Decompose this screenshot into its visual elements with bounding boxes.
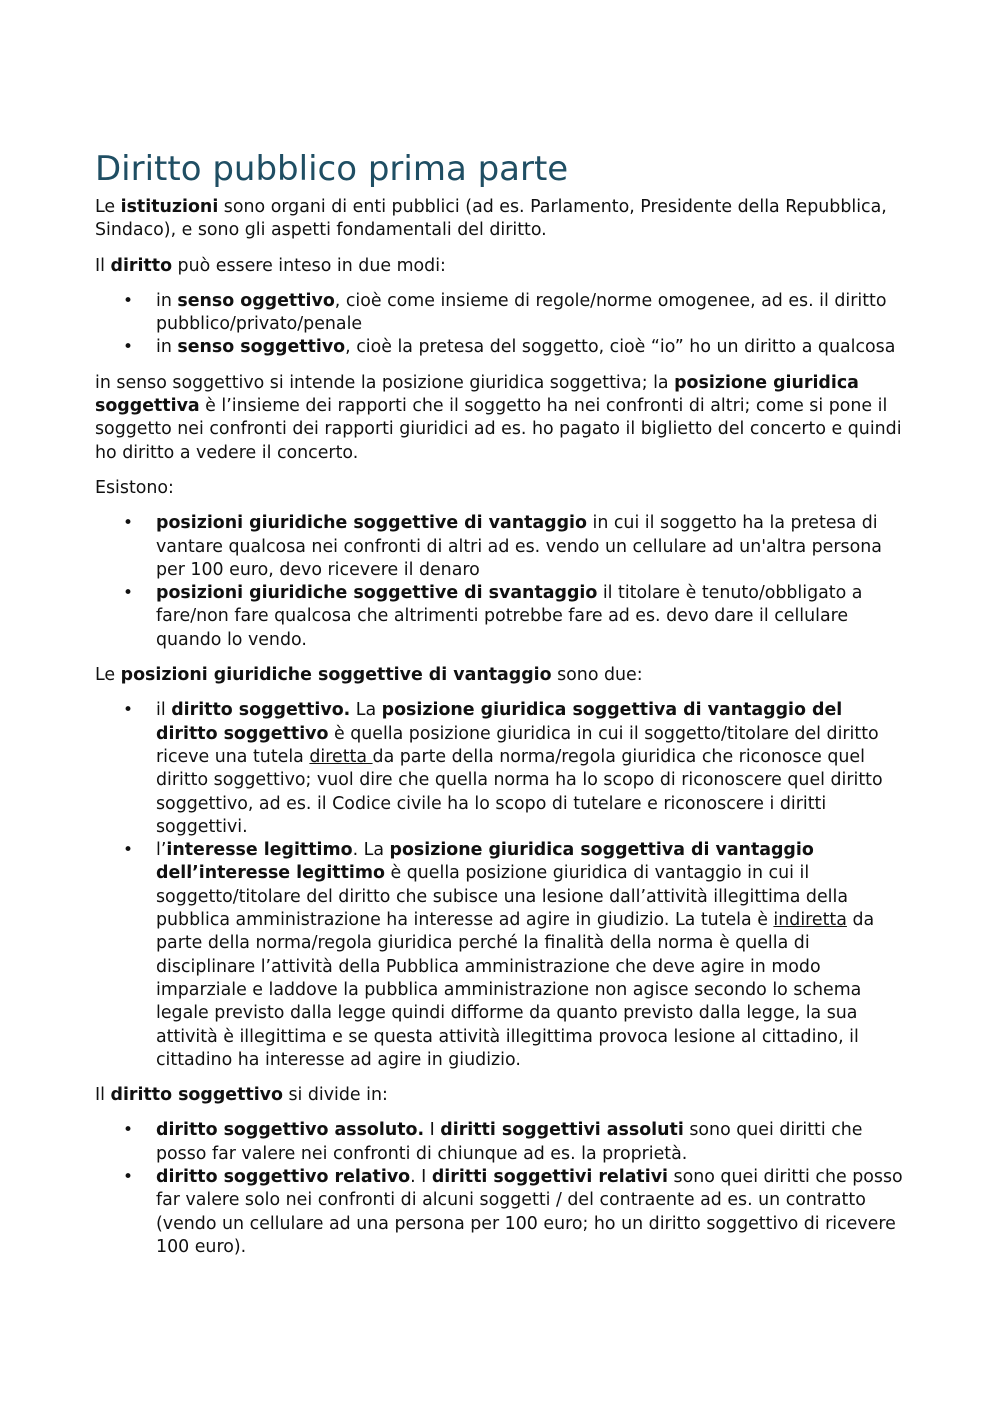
paragraph-vantaggio — [95, 664, 905, 687]
text: in — [156, 290, 178, 311]
text: , cioè come insieme di regole/norme omogenee, ad es. il diritto pubblico/privato/penale — [156, 290, 887, 335]
text: . I — [410, 1166, 432, 1187]
bold-term: senso soggettivo — [177, 337, 346, 358]
text: il titolare è tenuto/obbligato a fare/non fare qualcosa che altrimenti potrebbe fare ad es. devo dare il cellulare quando lo vendo. — [156, 583, 863, 650]
text: è quella posizione giuridica di vantaggio in cui il soggetto/titolare del diritto che subisce una lesione dall’attività illegittima della pubblica amministrazione ha interesse ad agire in giudizio. La tutela è — [156, 863, 848, 931]
text: La — [350, 700, 382, 721]
bold-term: diritto soggettivo assoluto. — [156, 1120, 425, 1141]
bold-term: senso oggettivo — [177, 290, 335, 311]
bold-term: posizioni giuridiche soggettive di vantaggio — [120, 665, 552, 686]
bold-term: diritto — [110, 255, 173, 276]
paragraph-esistono: Esistono: — [95, 477, 174, 498]
text: Il — [95, 1085, 111, 1106]
bold-term: posizione giuridica soggettiva di vantaggio dell’interesse legittimo — [156, 840, 814, 884]
bold-term: posizione giuridica soggettiva di vantaggio del diritto soggettivo — [156, 700, 843, 744]
list-item — [95, 336, 905, 359]
underlined-term: indiretta — [773, 910, 847, 931]
bold-term: posizioni giuridiche soggettive di vantaggio — [156, 513, 587, 534]
paragraph-diritto — [95, 255, 905, 278]
text: , cioè la pretesa del soggetto, cioè “io” ho un diritto a qualcosa — [345, 337, 896, 358]
list-item — [95, 1166, 905, 1259]
bold-term: diritti soggettivi assoluti — [440, 1120, 684, 1141]
list-item — [95, 290, 905, 337]
bold-term: interesse legittimo — [166, 840, 353, 861]
text: sono due: — [551, 665, 643, 686]
list-posizioni — [95, 512, 905, 652]
text: il — [156, 700, 172, 721]
list-senso — [95, 290, 905, 360]
text: . La — [352, 840, 390, 861]
bold-term: diritto soggettivo. — [171, 700, 351, 721]
bold-term: diritti soggettivi relativi — [431, 1166, 669, 1187]
paragraph-posizione-giuridica — [95, 372, 905, 465]
bold-term: posizione giuridica soggettiva — [95, 372, 859, 417]
list-item — [95, 512, 905, 582]
bold-term: diritto soggettivo — [110, 1085, 283, 1106]
list-item — [95, 699, 905, 839]
paragraph-diritto-soggettivo — [95, 1084, 905, 1107]
text: è quella posizione giuridica in cui il soggetto/titolare del diritto riceve una tutela — [156, 723, 879, 767]
text: I — [424, 1120, 441, 1141]
text: in senso soggettivo si intende la posizione giuridica soggettiva; la — [95, 372, 675, 393]
bold-term: istituzioni — [120, 197, 219, 217]
document-page — [95, 148, 905, 1271]
underlined-term: diretta — [309, 746, 373, 767]
text: sono quei diritti che posso far valere nei confronti di chiunque ad es. la proprietà. — [156, 1120, 863, 1164]
list-item — [95, 1119, 905, 1166]
text: Le — [95, 665, 121, 686]
text: in — [156, 337, 178, 358]
text: in cui il soggetto ha la pretesa di vantare qualcosa nei confronti di altri ad es. vendo un cellulare ad un'altra persona per 100 euro, devo ricevere il denaro — [156, 513, 882, 580]
text: sono quei diritti che posso far valere solo nei confronti di alcuni soggetti / del contraente ad es. un contratto (vendo un cellulare ad una persona per 100 euro; ho un diritto soggettivo di ricevere 100 euro). — [156, 1166, 903, 1257]
text: è l’insieme dei rapporti che il soggetto ha nei confronti di altri; come si pone il soggetto nei confronti dei rapporti giuridici ad es. ho pagato il biglietto del concerto e quindi ho diritto a vedere il concerto. — [95, 396, 902, 463]
bold-term: posizioni giuridiche soggettive di svantaggio — [156, 583, 598, 604]
text: può essere inteso in due modi: — [172, 255, 446, 276]
text: l’ — [156, 840, 167, 861]
list-diritto-soggettivo — [95, 1119, 905, 1259]
list-vantaggio — [95, 699, 905, 1072]
page-title: Diritto pubblico prima parte — [95, 149, 569, 189]
text: Le — [95, 197, 121, 217]
paragraph-istituzioni — [95, 196, 905, 243]
list-item — [95, 839, 905, 1072]
text: si divide in: — [282, 1085, 388, 1106]
text: sono organi di enti pubblici (ad es. Parlamento, Presidente della Repubblica, Sindaco), e sono gli aspetti fondamentali del diritto. — [95, 197, 887, 241]
list-item — [95, 582, 905, 652]
text: da parte della norma/regola giuridica che riconosce quel diritto soggettivo; vuol dire che quella norma ha lo scopo di riconoscere quel diritto soggettivo, ad es. il Codice civile ha lo scopo di tutelare e riconoscere i diritti soggettivi. — [156, 746, 883, 837]
text: da parte della norma/regola giuridica perché la finalità della norma è quella di disciplinare l’attività della Pubblica amministrazione che deve agire in modo imparziale e laddove la pubblica amministrazione non agisce secondo lo schema legale previsto dalla legge quindi difforme da quanto previsto dalla legge, la sua attività è illegittima e se questa attività illegittima provoca lesione al cittadino, il cittadino ha interesse ad agire in giudizio. — [156, 910, 875, 1070]
text: Il — [95, 255, 111, 276]
bold-term: diritto soggettivo relativo — [156, 1166, 411, 1187]
